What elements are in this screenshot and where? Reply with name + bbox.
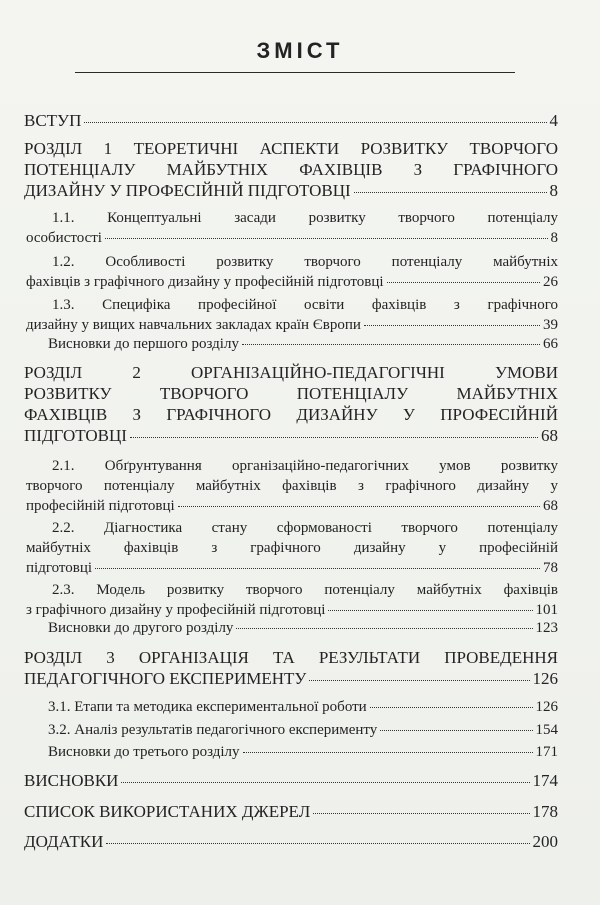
toc-entry-line: Висновки до другого розділу bbox=[48, 620, 234, 636]
toc-entry bbox=[48, 720, 558, 740]
toc-entry-last-row bbox=[26, 228, 558, 248]
toc-entry-line: 1.1. Концептуальні засади розвитку творчого потенціалу bbox=[52, 210, 558, 226]
toc-entry-last-row bbox=[24, 180, 558, 201]
toc-entry-line: підготовці bbox=[26, 560, 93, 576]
toc-entry-line: СПИСОК ВИКОРИСТАНИХ ДЖЕРЕЛ bbox=[24, 802, 311, 821]
dot-leader bbox=[84, 122, 546, 123]
dot-leader bbox=[328, 610, 532, 611]
toc-entry-line: РОЗДІЛ 1 ТЕОРЕТИЧНІ АСПЕКТИ РОЗВИТКУ ТВОРЧОГО bbox=[24, 139, 558, 158]
dot-leader bbox=[106, 843, 529, 844]
toc-entry-line: РОЗВИТКУ ТВОРЧОГО ПОТЕНЦІАЛУ МАЙБУТНІХ bbox=[24, 384, 558, 403]
dot-leader bbox=[243, 752, 533, 753]
toc-entry-line: ПІДГОТОВЦІ bbox=[24, 426, 127, 445]
toc-entry-line: Висновки до першого розділу bbox=[48, 336, 239, 352]
toc-entry-last-row bbox=[48, 334, 558, 354]
toc-entry-last-row bbox=[24, 110, 558, 131]
dot-leader bbox=[313, 813, 529, 814]
toc-entry-line: 3.1. Етапи та методика експериментальної роботи bbox=[48, 699, 367, 715]
toc-entry-line: ВСТУП bbox=[24, 111, 82, 130]
toc-entry-line: 2.1. Обґрунтування організаційно-педагогічних умов розвитку bbox=[52, 458, 558, 474]
toc-entry-line: 1.3. Специфіка професійної освіти фахівців з графічного bbox=[52, 297, 558, 313]
toc-entry-last-row bbox=[48, 720, 558, 740]
dot-leader bbox=[121, 782, 529, 783]
dot-leader bbox=[178, 506, 540, 507]
page-number: 126 bbox=[532, 669, 558, 688]
toc-entry-last-row bbox=[24, 668, 558, 689]
toc-entry-line: 2.3. Модель розвитку творчого потенціалу майбутніх фахівців bbox=[52, 582, 558, 598]
toc-entry-last-row bbox=[26, 600, 558, 620]
page-number: 126 bbox=[535, 699, 558, 715]
toc-entry-line: ПЕДАГОГІЧНОГО ЕКСПЕРИМЕНТУ bbox=[24, 669, 307, 688]
page-number: 178 bbox=[532, 802, 558, 821]
page-number: 171 bbox=[535, 744, 558, 760]
toc-entry-line: ПОТЕНЦІАЛУ МАЙБУТНІХ ФАХІВЦІВ З ГРАФІЧНОГО bbox=[24, 160, 558, 179]
toc-entry-last-row bbox=[24, 801, 558, 822]
toc-entry-line: фахівців з графічного дизайну у професійній підготовці bbox=[26, 274, 384, 290]
dot-leader bbox=[380, 730, 532, 731]
toc-entry-last-row bbox=[24, 831, 558, 852]
toc-entry-line: ВИСНОВКИ bbox=[24, 771, 119, 790]
page-number: 66 bbox=[543, 336, 558, 352]
toc-entry-line: майбутніх фахівців з графічного дизайну у професійній bbox=[26, 540, 558, 556]
dot-leader bbox=[105, 238, 548, 239]
toc-entry bbox=[48, 697, 558, 717]
dot-leader bbox=[95, 568, 540, 569]
toc-entry-line: ДИЗАЙНУ У ПРОФЕСІЙНІЙ ПІДГОТОВЦІ bbox=[24, 181, 351, 200]
toc-entry bbox=[24, 110, 558, 131]
page-number: 101 bbox=[535, 602, 558, 618]
dot-leader bbox=[370, 707, 533, 708]
page-number: 174 bbox=[532, 771, 558, 790]
dot-leader bbox=[364, 325, 540, 326]
toc-entry bbox=[24, 770, 558, 791]
toc-entry-last-row bbox=[26, 558, 558, 578]
toc-entry bbox=[24, 138, 558, 201]
page-number: 4 bbox=[549, 111, 558, 130]
toc-entry-line: творчого потенціалу майбутніх фахівців з графічного дизайну у bbox=[26, 478, 558, 494]
toc-entry-line: дизайну у вищих навчальних закладах країн Європи bbox=[26, 317, 361, 333]
dot-leader bbox=[387, 282, 540, 283]
toc-entry bbox=[26, 208, 558, 248]
toc-entry-last-row bbox=[48, 697, 558, 717]
toc-entry bbox=[26, 518, 558, 578]
page-title: ЗМІСТ bbox=[256, 38, 344, 63]
toc-entry-line: РОЗДІЛ 2 ОРГАНІЗАЦІЙНО-ПЕДАГОГІЧНІ УМОВИ bbox=[24, 363, 558, 382]
dot-leader bbox=[236, 628, 532, 629]
toc-entry-last-row bbox=[26, 272, 558, 292]
toc-entry bbox=[24, 831, 558, 852]
toc-entry bbox=[48, 742, 558, 762]
page-number: 8 bbox=[549, 181, 558, 200]
toc-entry-line: з графічного дизайну у професійній підготовці bbox=[26, 602, 326, 618]
toc-entry-line: РОЗДІЛ 3 ОРГАНІЗАЦІЯ ТА РЕЗУЛЬТАТИ ПРОВЕДЕННЯ bbox=[24, 648, 558, 667]
toc-entry bbox=[24, 362, 558, 446]
toc-entry-line: 1.2. Особливості розвитку творчого потенціалу майбутніх bbox=[52, 254, 558, 270]
toc-entry bbox=[24, 801, 558, 822]
toc-entry-last-row bbox=[26, 315, 558, 335]
page-number: 154 bbox=[535, 722, 558, 738]
toc-entry-last-row bbox=[48, 742, 558, 762]
toc-entry-line: ДОДАТКИ bbox=[24, 832, 104, 851]
page-number: 123 bbox=[535, 620, 558, 636]
toc-entry-last-row bbox=[24, 425, 558, 446]
toc-entry-last-row bbox=[24, 770, 558, 791]
toc-entry-line: 3.2. Аналіз результатів педагогічного експерименту bbox=[48, 722, 378, 738]
toc-entry bbox=[26, 580, 558, 620]
toc-entry bbox=[48, 334, 558, 354]
page-number: 68 bbox=[543, 498, 558, 514]
dot-leader bbox=[354, 192, 547, 193]
toc-entry-line: ФАХІВЦІВ З ГРАФІЧНОГО ДИЗАЙНУ У ПРОФЕСІЙНІЙ bbox=[24, 405, 558, 424]
dot-leader bbox=[130, 437, 538, 438]
page-number: 68 bbox=[541, 426, 558, 445]
toc-entry-last-row bbox=[26, 496, 558, 516]
toc-entry bbox=[48, 618, 558, 638]
dot-leader bbox=[309, 680, 529, 681]
toc-entry-line: Висновки до третього розділу bbox=[48, 744, 240, 760]
page-number: 39 bbox=[543, 317, 558, 333]
toc-entry-line: особистості bbox=[26, 230, 102, 246]
page-number: 200 bbox=[532, 832, 558, 851]
page-number: 8 bbox=[550, 230, 558, 246]
toc-entry-line: професійній підготовці bbox=[26, 498, 175, 514]
toc-entry bbox=[26, 252, 558, 292]
page-number: 26 bbox=[543, 274, 558, 290]
dot-leader bbox=[242, 344, 540, 345]
toc-entry-last-row bbox=[48, 618, 558, 638]
toc-entry-line: 2.2. Діагностика стану сформованості творчого потенціалу bbox=[52, 520, 558, 536]
toc-entry bbox=[26, 295, 558, 335]
toc-entry bbox=[26, 456, 558, 516]
page-number: 78 bbox=[543, 560, 558, 576]
toc-entry bbox=[24, 647, 558, 689]
